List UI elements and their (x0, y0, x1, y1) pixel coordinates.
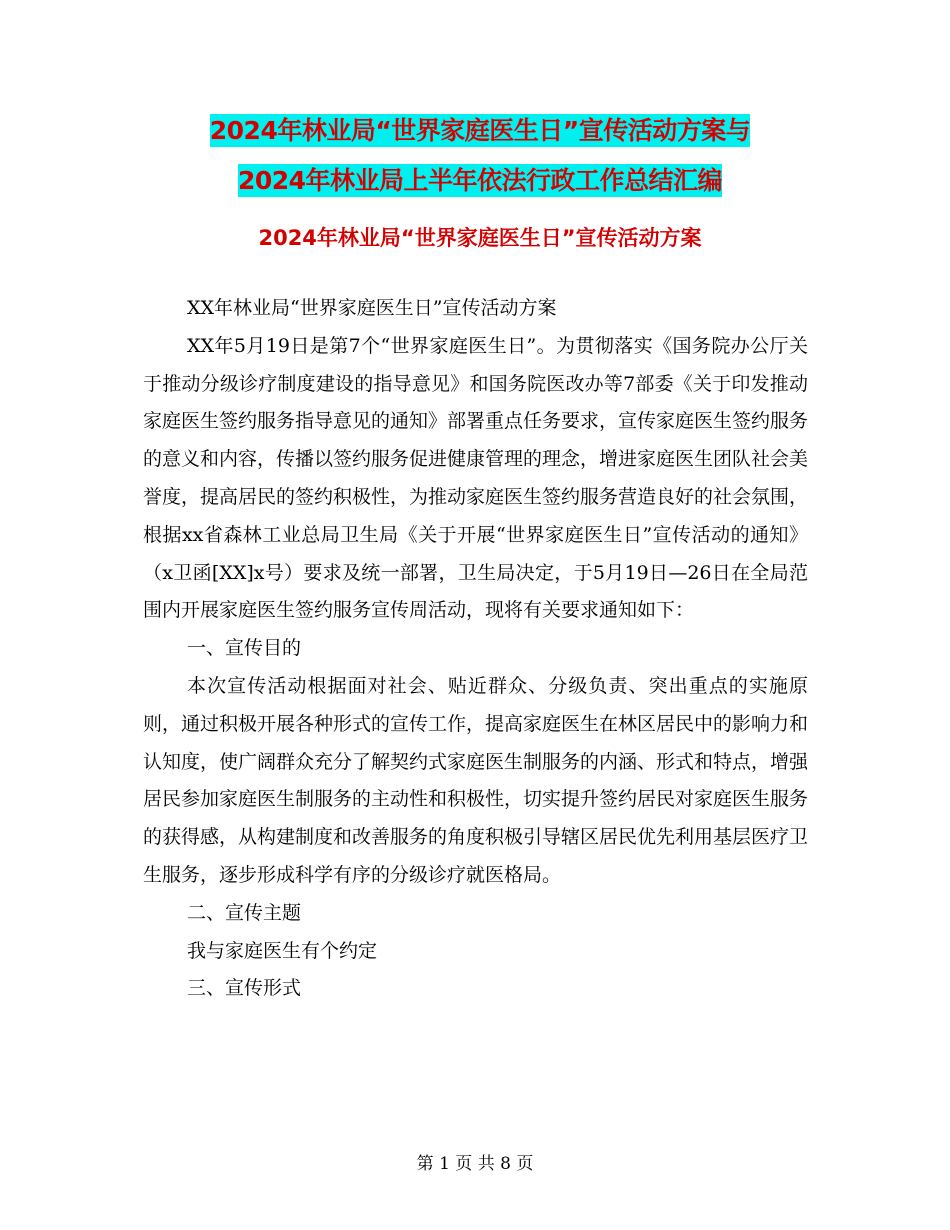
document-body (143, 290, 808, 1008)
paragraph-purpose: 本次宣传活动根据面对社会、贴近群众、分级负责、突出重点的实施原则，通过积极开展各种形式的宣传工作，提高家庭医生在林区居民中的影响力和认知度，使广阔群众充分了解契约式家庭医生制服务的内涵、形式和特点，增强居民参加家庭医生制服务的主动性和积极性，切实提升签约居民对家庭医生服务的获得感，从构建制度和改善服务的角度积极引导辖区居民优先利用基层医疗卫生服务，逐步形成科学有序的分级诊疗就医格局。 (143, 674, 809, 886)
title-line-2: 2024年林业局上半年依法行政工作总结汇编 (237, 166, 723, 195)
page-footer: 第 1 页 共 8 页 (416, 1154, 534, 1174)
paragraph-intro: XX年5月19日是第7个“世界家庭医生日”。为贯彻落实《国务院办公厅关于推动分级诊疗制度建设的指导意见》和国务院医改办等7部委《关于印发推动家庭医生签约服务指导意见的通知》部署重点任务要求，宣传家庭医生签约服务的意义和内容，传播以签约服务促进健康管理的理念，增进家庭医生团队社会美誉度，提高居民的签约积极性，为推动家庭医生签约服务营造良好的社会氛围，根据xx省森林工业总局卫生局《关于开展“世界家庭医生日”宣传活动的通知》（x卫函[XX]x号）要求及统一部署，卫生局决定，于5月19日—26日在全局范围内开展家庭医生签约服务宣传周活动，现将有关要求通知如下： (143, 334, 809, 622)
heading-purpose: 一、宣传目的 (187, 637, 302, 660)
heading-form: 三、宣传形式 (187, 977, 302, 1000)
paragraph-plan-name: XX年林业局“世界家庭医生日”宣传活动方案 (187, 297, 557, 319)
heading-theme: 二、宣传主题 (187, 901, 302, 924)
paragraph-theme: 我与家庭医生有个约定 (187, 939, 378, 962)
section-title: 2024年林业局“世界家庭医生日”宣传活动方案 (258, 226, 702, 250)
title-line-1: 2024年林业局“世界家庭医生日”宣传活动方案与 (209, 116, 751, 145)
document-title (140, 106, 820, 206)
